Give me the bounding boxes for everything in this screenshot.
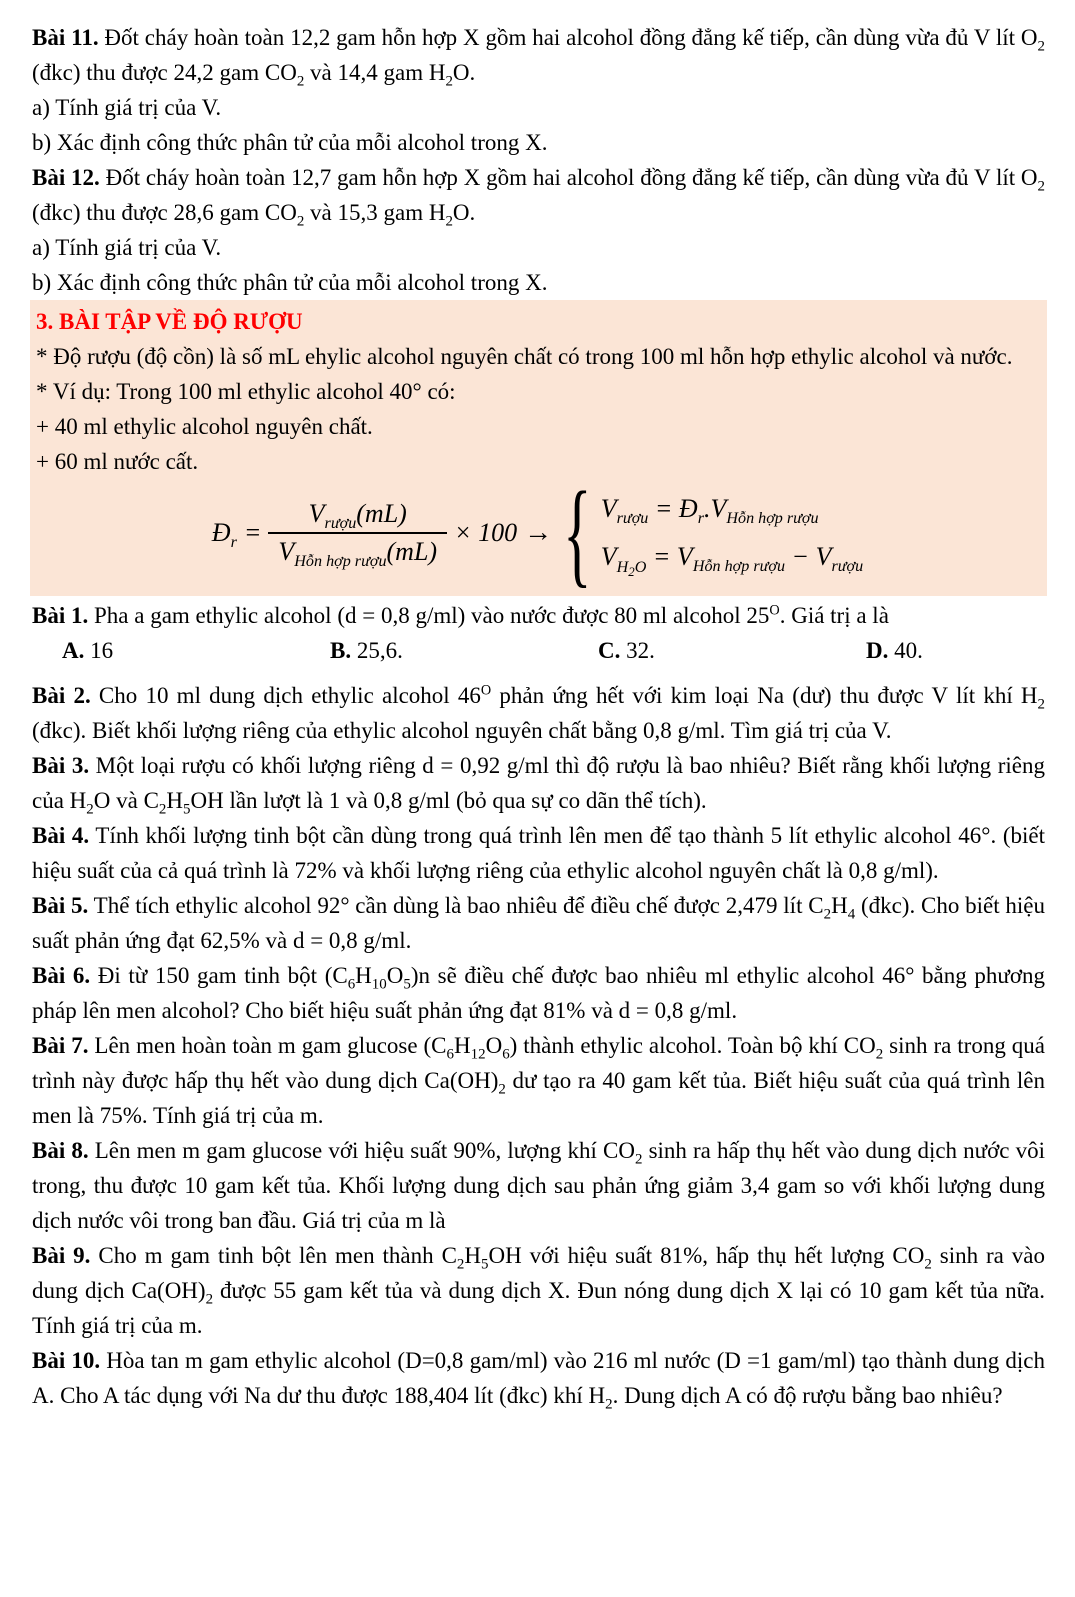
bai-11-label: Bài 11.	[32, 25, 99, 50]
bai-1-label: Bài 1.	[32, 602, 89, 628]
formula-system	[600, 494, 864, 579]
left-brace-icon: {	[563, 467, 592, 598]
bai-7	[32, 1028, 1045, 1133]
bai-6-text: Đi từ 150 gam tinh bột $(C_6H_{10}O_5)n$ sẽ điều chế được bao nhiêu ml ethylic alcohol 46° bằng phương pháp lên men alcohol? Cho biết hiệu suất phản ứng đạt 81% và d = 0,8 g/ml.	[32, 962, 1046, 1023]
bai-5-label: Bài 5.	[32, 892, 89, 918]
formula-lhs: $Đ_r$	[211, 518, 237, 552]
bai-11-a: a) Tính giá trị của V.	[32, 95, 222, 120]
formula-numerator: $V_{rượu}(mL)$	[268, 499, 447, 534]
option-d-value: 40.	[894, 637, 923, 663]
bai-4-label: Bài 4.	[32, 822, 90, 848]
bai-3-text: Một loại rượu có khối lượng riêng d = 0,92 g/ml thì độ rượu là bao nhiêu? Biết rằng khối lượng riêng của $H_2O$ và $C_2H_5OH$ lần lượt là 1 và 0,8 g/ml (bỏ qua sự co dãn thể tích).	[32, 752, 1045, 818]
bai-12-b: b) Xác định công thức phân tử của mỗi alcohol trong X.	[32, 270, 548, 295]
formula-denominator: $V_{Hỗn hợp rượu}(mL)$	[278, 537, 438, 571]
bai-4-text: Tính khối lượng tinh bột cần dùng trong quá trình lên men để tạo thành 5 lít ethylic alcohol 46°. (biết hiệu suất của cả quá trình là 72% và khối lượng riêng của ethylic alcohol nguyên chất là 0,8 g/ml).	[32, 822, 1046, 883]
formula-eq-vh2o: $V_{H_2O} = V_{Hỗn hợp rượu} - V_{rượu}$	[600, 542, 864, 579]
bai-2-label: Bài 2.	[32, 682, 91, 708]
formula-fraction	[268, 499, 447, 571]
bai-10-label: Bài 10.	[32, 1347, 101, 1373]
bai-3	[32, 748, 1045, 818]
bai-7-label: Bài 7.	[32, 1032, 89, 1058]
bai-12-label: Bài 12.	[32, 165, 100, 190]
bai-9-text: Cho m gam tinh bột lên men thành $C_2H_5OH$ với hiệu suất 81%, hấp thụ hết lượng $CO_2$ sinh ra vào dung dịch $Ca(OH)_2$ được 55 gam kết tủa và dung dịch X. Đun nóng dung dịch X lại có 10 gam kết tủa nữa. Tính giá trị của m.	[32, 1242, 1046, 1338]
formula-multiplier: × 100	[454, 518, 518, 548]
option-b	[330, 633, 598, 669]
do-ruou-example-item-2: + 60 ml nước cất.	[36, 449, 199, 474]
option-c	[598, 633, 866, 669]
option-c-value: 32.	[626, 637, 655, 663]
bai-4	[32, 818, 1045, 888]
do-ruou-example: * Ví dụ: Trong 100 ml ethylic alcohol 40° có:	[36, 379, 456, 404]
formula-eq-vruou: $V_{rượu}$ = $Đ_r.V_{Hỗn hợp rượu}$	[600, 494, 819, 528]
option-b-value: 25,6.	[356, 637, 403, 663]
option-a-key: A.	[62, 637, 85, 663]
do-ruou-definition: * Độ rượu (độ cồn) là số mL ehylic alcohol nguyên chất có trong 100 ml hỗn hợp ethylic alcohol và nước.	[36, 344, 1013, 369]
option-a-value: 16	[90, 637, 114, 663]
bai-5-text: Thể tích ethylic alcohol 92° cần dùng là bao nhiêu để điều chế được 2,479 lít $C_2H_4$ (đkc). Cho biết hiệu suất phản ứng đạt 62,5% và d = 0,8 g/ml.	[32, 892, 1046, 953]
bai-1	[32, 598, 1045, 633]
bai-11-b: b) Xác định công thức phân tử của mỗi alcohol trong X.	[32, 130, 548, 155]
bai-2-text: Cho 10 ml dung dịch ethylic alcohol $46^O$ phản ứng hết với kim loại Na (dư) thu được V lít khí $H_2$ (đkc). Biết khối lượng riêng của ethylic alcohol nguyên chất bằng 0,8 g/ml. Tìm giá trị của V.	[32, 682, 1046, 743]
bai-6	[32, 958, 1045, 1028]
bai-12-a: a) Tính giá trị của V.	[32, 235, 222, 260]
option-c-key: C.	[598, 637, 621, 663]
bai-12-text: Đốt cháy hoàn toàn 12,7 gam hỗn hợp X gồm hai alcohol đồng đẳng kế tiếp, cần dùng vừa đủ V lít $O_2$ (đkc) thu được 28,6 gam $CO_2$ và 15,3 gam $H_2O$.	[32, 165, 1045, 230]
bai-10-text: Hòa tan m gam ethylic alcohol (D=0,8 gam/ml) vào 216 ml nước (D =1 gam/ml) tạo thành dung dịch A. Cho A tác dụng với Na dư thu được 188,404 lít (đkc) khí $H_2$. Dung dịch A có độ rượu bằng bao nhiêu?	[32, 1347, 1045, 1413]
bai-9-label: Bài 9.	[32, 1242, 91, 1268]
section-3-heading: 3. BÀI TẬP VỀ ĐỘ RƯỢU	[36, 309, 303, 334]
option-d-key: D.	[866, 637, 889, 663]
bai-1-text: Pha a gam ethylic alcohol (d = 0,8 g/ml) vào nước được 80 ml alcohol $25^O$. Giá trị a là	[88, 602, 889, 628]
option-a	[62, 633, 330, 669]
formula-equals: =	[243, 518, 262, 548]
bai-6-label: Bài 6.	[32, 962, 91, 988]
bai-8-text: Lên men m gam glucose với hiệu suất 90%, lượng khí $CO_2$ sinh ra hấp thụ hết vào dung dịch nước vôi trong, thu được 10 gam kết tủa. Khối lượng dung dịch sau phản ứng giảm 3,4 gam so với khối lượng dung dịch nước vôi trong ban đầu. Giá trị của m là	[32, 1137, 1045, 1233]
bai-8-label: Bài 8.	[32, 1137, 89, 1163]
bai-5	[32, 888, 1045, 958]
bai-7-text: Lên men hoàn toàn m gam glucose $(C_6H_{12}O_6)$ thành ethylic alcohol. Toàn bộ khí $CO_2$ sinh ra trong quá trình này được hấp thụ hết vào dung dịch $Ca(OH)_2$ dư tạo ra 40 gam kết tủa. Biết hiệu suất của quá trình lên men là 75%. Tính giá trị của m.	[32, 1032, 1046, 1128]
bai-1-options	[32, 633, 1045, 669]
do-ruou-example-item-1: + 40 ml ethylic alcohol nguyên chất.	[36, 414, 373, 439]
bai-9	[32, 1238, 1045, 1343]
section-3-highlight-box	[30, 300, 1047, 596]
bai-11	[32, 20, 1045, 90]
bai-12	[32, 160, 1045, 230]
option-d	[866, 633, 1045, 669]
bai-2	[32, 678, 1045, 748]
bai-10	[32, 1343, 1045, 1413]
bai-3-label: Bài 3.	[32, 752, 90, 778]
bai-8	[32, 1133, 1045, 1238]
bai-11-text: Đốt cháy hoàn toàn 12,2 gam hỗn hợp X gồm hai alcohol đồng đẳng kế tiếp, cần dùng vừa đủ V lít $O_2$ (đkc) thu được 24,2 gam $CO_2$ và 14,4 gam $H_2O$.	[32, 25, 1046, 90]
option-b-key: B.	[330, 637, 352, 663]
do-ruou-formula	[36, 467, 1039, 598]
arrow-right-icon: →	[524, 517, 553, 549]
